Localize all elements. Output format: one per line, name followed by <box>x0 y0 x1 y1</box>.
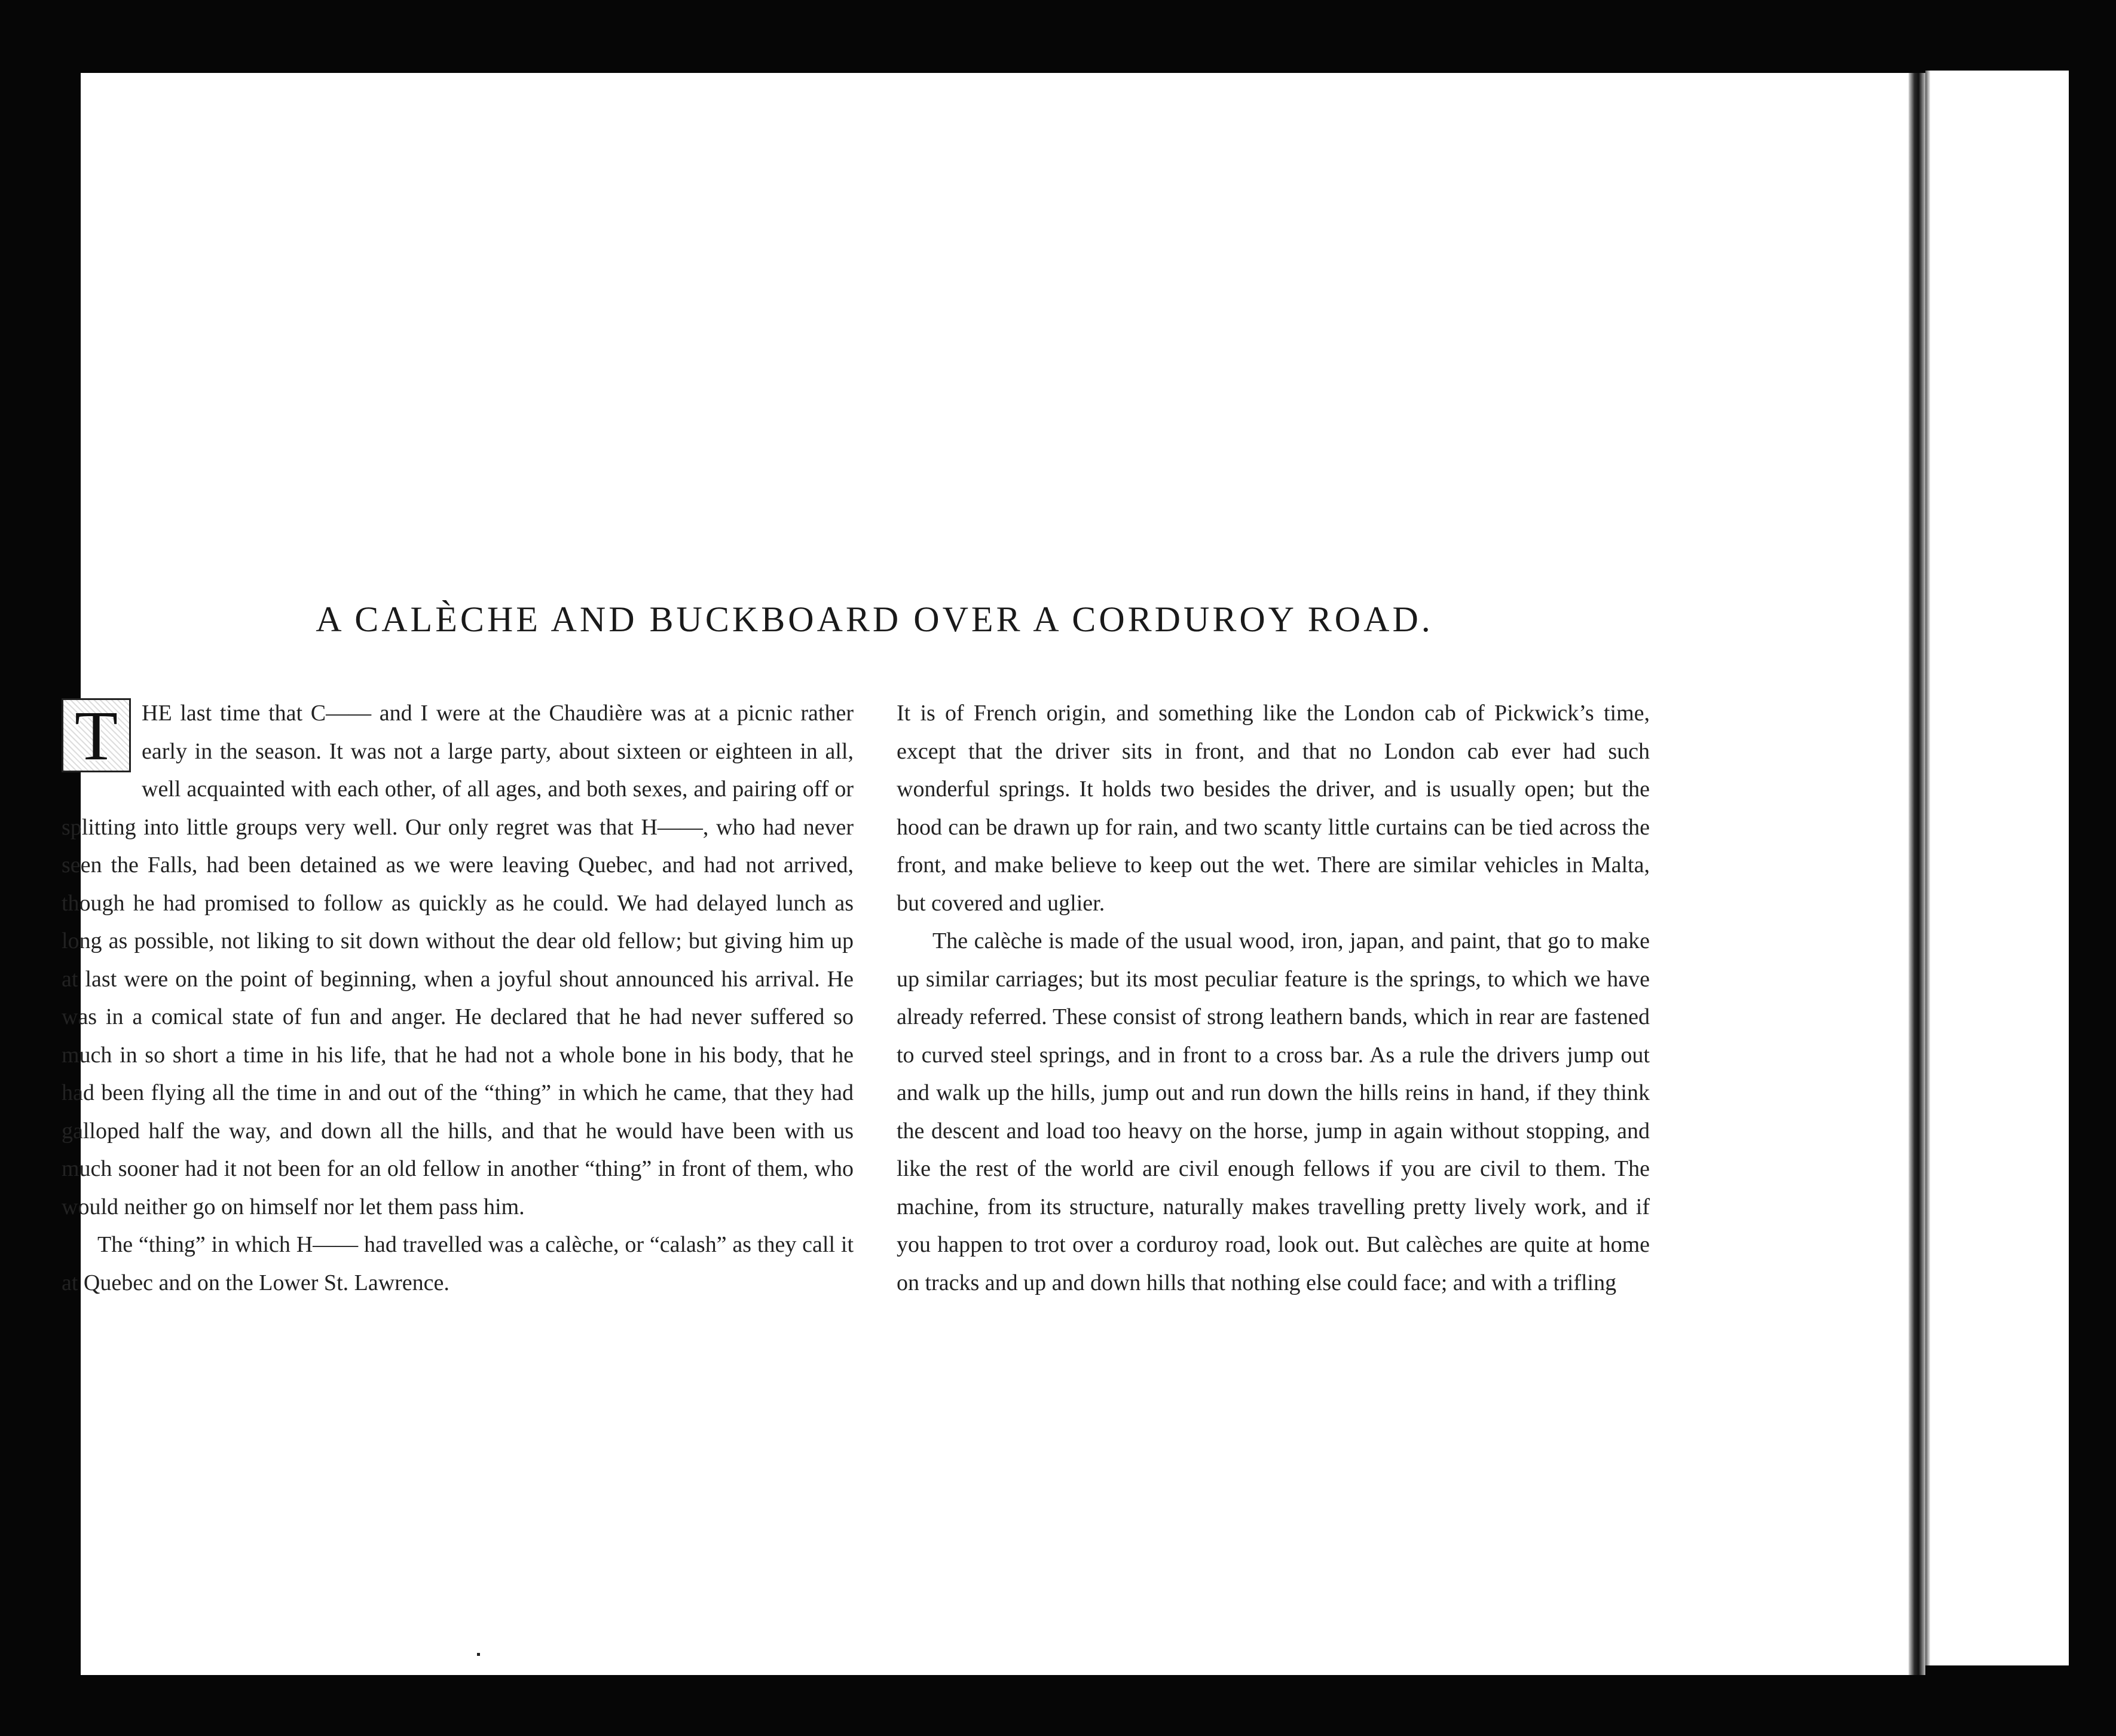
text-column-right <box>897 695 1650 1302</box>
paragraph: The “thing” in which H—— had travelled was a calèche, or “calash” as they call it at Quebec and on the Lower St. Lawrence. <box>62 1232 854 1295</box>
page-edge-shadow <box>1925 71 1930 1665</box>
book-page-left <box>62 73 1909 1675</box>
ink-speck <box>477 1653 480 1656</box>
page-title: A CALÈCHE AND BUCKBOARD OVER A CORDUROY ROAD. <box>316 600 1433 639</box>
paragraph: HE last time that C—— and I were at the Chaudière was at a picnic rather early in the season. It was not a large party, about sixteen or eighteen in all, well acquainted with each other, of all ages, and both sexes, and pairing off or splitting into little groups very well. Our only regret was that H——, who had never seen the Falls, had been detained as we were leaving Quebec, and had not arrived, though he had promised to follow as quickly as he could. We had delayed lunch as long as possible, not liking to sit down without the dear old fellow; but giving him up at last were on the point of beginning, when a joyful shout announced his arrival. He was in a comical state of fun and anger. He declared that he had never suffered so much in so short a time in his life, that he had not a whole bone in his body, that he had been flying all the time in and out of the “thing” in which he came, that they had galloped half the way, and down all the hills, and that he would have been with us much sooner had it not been for an old fellow in another “thing” in front of them, who would neither go on himself nor let them pass him. <box>62 701 854 1220</box>
dropcap-letter: T <box>74 696 118 775</box>
ornamental-dropcap <box>62 696 131 775</box>
paragraph: It is of French origin, and something like the London cab of Pickwick’s time, except that the driver sits in front, and that no London cab ever had such wonderful springs. It holds two besides the driver, and is usually open; but the hood can be drawn up for rain, and two scanty little curtains can be tied across the front, and make believe to keep out the wet. There are similar vehicles in Malta, but covered and uglier. <box>897 701 1650 916</box>
paragraph: The calèche is made of the usual wood, iron, japan, and paint, that go to make up similar carriages; but its most peculiar feature is the springs, to which we have already referred. These consist of strong leathern bands, which in rear are fastened to curved steel springs, and in front to a cross bar. As a rule the drivers jump out and walk up the hills, jump out and run down the hills reins in hand, if they think the descent and load too heavy on the horse, jump in again without stopping, and like the rest of the world are civil enough fellows if you are civil to them. The machine, from its structure, naturally makes travelling pretty lively work, and if you happen to trot over a corduroy road, look out. But calèches are quite at home on tracks and up and down hills that nothing else could face; and with a trifling <box>897 928 1650 1295</box>
book-gutter <box>1909 73 1925 1675</box>
text-column-left <box>62 695 854 1302</box>
book-page-right <box>1925 71 2069 1665</box>
